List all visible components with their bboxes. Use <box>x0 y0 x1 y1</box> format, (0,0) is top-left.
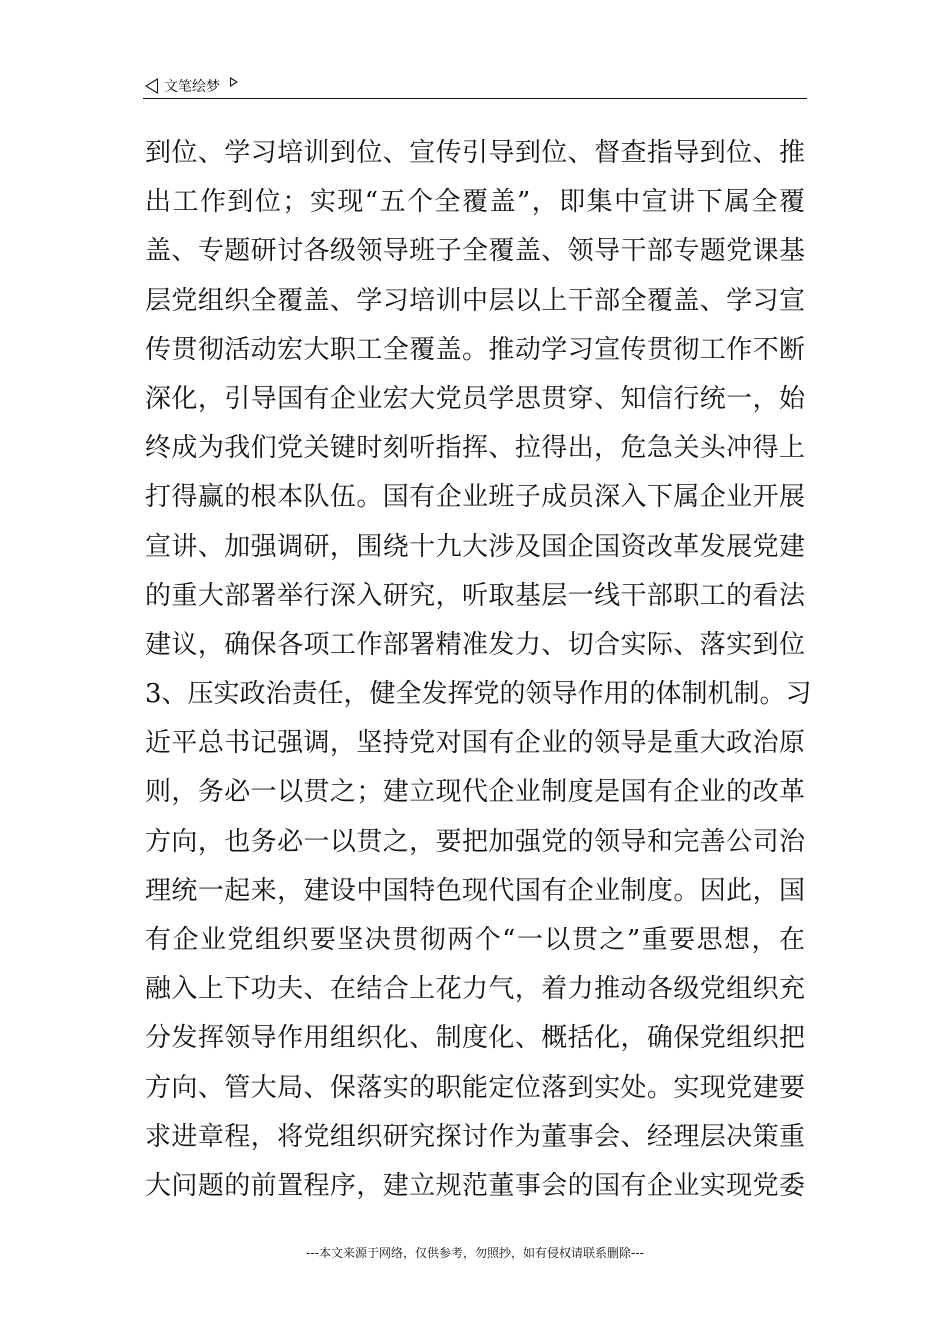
footer-notice: ---本文来源于网络，仅供参考，勿照抄，如有侵权请联系删除--- <box>306 1246 644 1260</box>
text-line: 近平总书记强调，坚持党对国有企业的领导是重大政治原 <box>145 728 805 759</box>
text-line: 出工作到位；实现“五个全覆盖”，即集中宣讲下属全覆 <box>145 187 805 218</box>
text-line: 融入上下功夫、在结合上花力气，着力推动各级党组织充 <box>145 974 805 1005</box>
text-line: 终成为我们党关键时刻听指挥、拉得出，危急关头冲得上 <box>145 433 805 464</box>
triangle-left-icon <box>145 78 158 94</box>
text-line: 3、压实政治责任，健全发挥党的领导作用的体制机制。习 <box>145 679 812 710</box>
text-line: 求进章程，将党组织研究探讨作为董事会、经理层决策重 <box>145 1121 805 1152</box>
header-divider <box>143 98 807 99</box>
text-line: 大问题的前置程序，建立规范董事会的国有企业实现党委 <box>145 1170 805 1201</box>
text-line: 分发挥领导作用组织化、制度化、概括化，确保党组织把 <box>145 1023 805 1054</box>
text-line: 方向、管大局、保落实的职能定位落到实处。实现党建要 <box>145 1072 805 1103</box>
text-line: 宣讲、加强调研，围绕十九大涉及国企国资改革发展党建 <box>145 531 805 562</box>
document-body <box>145 129 812 1211</box>
triangle-right-icon <box>230 77 238 87</box>
text-line: 层党组织全覆盖、学习培训中层以上干部全覆盖、学习宣 <box>145 285 805 316</box>
page-header <box>145 74 807 98</box>
text-line: 打得赢的根本队伍。国有企业班子成员深入下属企业开展 <box>145 482 805 513</box>
text-line: 则，务必一以贯之；建立现代企业制度是国有企业的改革 <box>145 777 805 808</box>
text-line: 理统一起来，建设中国特色现代国有企业制度。因此，国 <box>145 875 805 906</box>
header-title: 文笔绘梦 <box>164 79 220 95</box>
text-line: 有企业党组织要坚决贯彻两个“一以贯之”重要思想，在 <box>145 925 805 955</box>
text-line: 的重大部署举行深入研究，听取基层一线干部职工的看法 <box>145 580 805 611</box>
text-line: 方向，也务必一以贯之，要把加强党的领导和完善公司治 <box>145 826 805 857</box>
text-line: 传贯彻活动宏大职工全覆盖。推动学习宣传贯彻工作不断 <box>145 334 805 365</box>
text-line: 建议，确保各项工作部署精准发力、切合实际、落实到位 <box>145 629 805 660</box>
text-line: 深化，引导国有企业宏大党员学思贯穿、知信行统一，始 <box>145 383 805 414</box>
text-line: 到位、学习培训到位、宣传引导到位、督查指导到位、推 <box>145 138 805 168</box>
text-line: 盖、专题研讨各级领导班子全覆盖、领导干部专题党课基 <box>145 236 805 267</box>
